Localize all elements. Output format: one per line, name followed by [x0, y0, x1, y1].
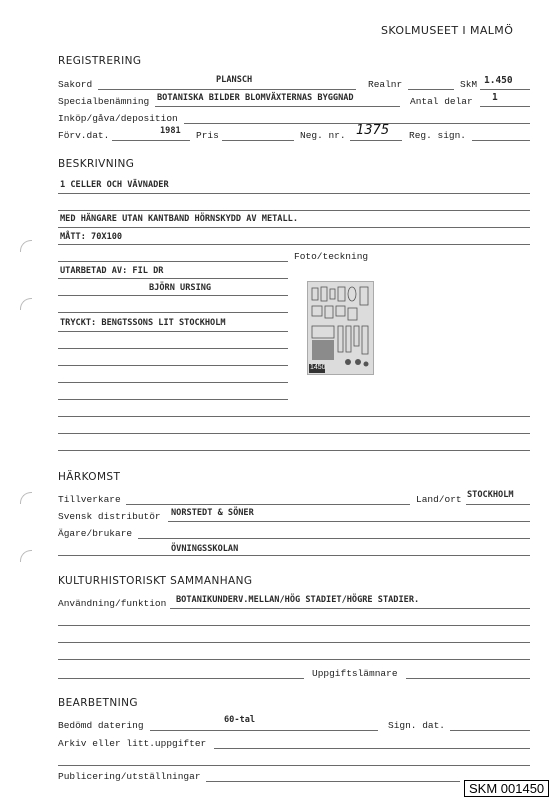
tillverkare-line: [126, 504, 410, 505]
left-rule-5: [58, 331, 288, 332]
punch-hole-1: [20, 240, 32, 252]
agare-label: Ägare/brukare: [58, 528, 133, 539]
antal-delar-label: Antal delar: [410, 96, 473, 107]
forvdat-line: [112, 140, 190, 141]
section-beskrivning: BESKRIVNING: [58, 158, 135, 170]
distributor-label: Svensk distributör: [58, 511, 161, 522]
section-kultur: KULTURHISTORISKT SAMMANHANG: [58, 575, 253, 587]
harkomst-rule: [58, 555, 530, 556]
inkop-label: Inköp/gåva/deposition: [58, 113, 178, 124]
left-rule-3: [58, 295, 288, 296]
kultur-rule-2: [58, 642, 530, 643]
tillverkare-label: Tillverkare: [58, 494, 121, 505]
beskrivning-rule-1: [58, 193, 530, 194]
beskrivning-rule-4: [58, 244, 530, 245]
pris-label: Pris: [196, 130, 219, 141]
section-registrering: REGISTRERING: [58, 55, 142, 67]
forvdat-value: 1981: [160, 126, 181, 136]
agare-value: ÖVNINGSSKOLAN: [171, 544, 239, 554]
photo-caption: 1450: [310, 364, 326, 371]
sakord-line: [98, 89, 356, 90]
archive-stamp: SKM 001450: [464, 780, 549, 797]
beskrivning-line-3: MÅTT: 70X100: [60, 232, 123, 242]
realnr-label: Realnr: [368, 79, 403, 90]
regsign-line: [472, 140, 530, 141]
landort-value: STOCKHOLM: [467, 490, 514, 500]
section-bearbetning: BEARBETNING: [58, 697, 138, 709]
left-rule-2: [58, 278, 288, 279]
negnr-label: Neg. nr.: [300, 130, 346, 141]
left-rule-1: [58, 261, 288, 262]
left-rule-6: [58, 348, 288, 349]
anvandning-line: [170, 608, 530, 609]
foto-label: Foto/teckning: [294, 251, 369, 262]
punch-hole-2: [20, 298, 32, 310]
skm-line: [480, 89, 530, 90]
full-rule-3: [58, 450, 530, 451]
punch-hole-3: [20, 492, 32, 504]
anvandning-label: Användning/funktion: [58, 598, 167, 609]
plansch-photo: [307, 281, 374, 375]
distributor-line: [168, 521, 530, 522]
section-harkomst: HÄRKOMST: [58, 471, 121, 483]
arkiv-line: [214, 748, 530, 749]
datering-line: [150, 730, 378, 731]
left-rule-4: [58, 312, 288, 313]
left-rule-7: [58, 365, 288, 366]
datering-value: 60-tal: [224, 715, 256, 725]
beskrivning-rule-3: [58, 227, 530, 228]
kultur-rule-4: [58, 678, 304, 679]
utarbetad-line: UTARBETAD AV: FIL DR: [60, 266, 164, 276]
negnr-value: 1375: [356, 123, 390, 138]
beskrivning-line-2: MED HÄNGARE UTAN KANTBAND HÖRNSKYDD AV METALL.: [60, 214, 298, 224]
tryckt-line: TRYCKT: BENGTSSONS LIT STOCKHOLM: [60, 318, 226, 328]
agare-line: [138, 538, 530, 539]
museum-title: SKOLMUSEET I MALMÖ: [381, 24, 514, 37]
uppgift-label: Uppgiftslämnare: [312, 668, 398, 679]
left-rule-9: [58, 399, 288, 400]
forvdat-label: Förv.dat.: [58, 130, 110, 141]
signdat-line: [450, 730, 530, 731]
full-rule-1: [58, 416, 530, 417]
anvandning-value: BOTANIKUNDERV.MELLAN/HÖG STADIET/HÖGRE STADIER.: [176, 595, 420, 605]
landort-line: [466, 504, 530, 505]
specialbenamning-value: BOTANISKA BILDER BLOMVÄXTERNAS BYGGNAD: [157, 93, 354, 103]
beskrivning-rule-2: [58, 210, 530, 211]
datering-label: Bedömd datering: [58, 720, 144, 731]
landort-label: Land/ort: [416, 494, 462, 505]
pris-line: [222, 140, 294, 141]
kultur-rule-3: [58, 659, 530, 660]
full-rule-2: [58, 433, 530, 434]
publicering-line: [206, 781, 460, 782]
punch-hole-4: [20, 550, 32, 562]
left-rule-8: [58, 382, 288, 383]
kultur-rule-1: [58, 625, 530, 626]
publicering-label: Publicering/utställningar: [58, 771, 201, 782]
specialbenamning-line: [155, 106, 400, 107]
antal-delar-value: 1: [492, 92, 498, 103]
negnr-line: [350, 140, 402, 141]
realnr-line: [408, 89, 454, 90]
distributor-value: NORSTEDT & SÖNER: [171, 508, 254, 518]
specialbenamning-label: Specialbenämning: [58, 96, 150, 107]
regsign-label: Reg. sign.: [409, 130, 467, 141]
bearbetning-rule: [58, 765, 530, 766]
antal-delar-line: [480, 106, 530, 107]
plansch-photo-art: [308, 282, 373, 374]
skm-label: SkM: [460, 79, 478, 90]
uppgift-line: [406, 678, 530, 679]
utarbetad-name: BJÖRN URSING: [149, 283, 212, 293]
skm-value: 1.450: [484, 75, 513, 86]
signdat-label: Sign. dat.: [388, 720, 446, 731]
sakord-value: PLANSCH: [216, 75, 253, 85]
arkiv-label: Arkiv eller litt.uppgifter: [58, 738, 207, 749]
beskrivning-line-1: 1 CELLER OCH VÄVNADER: [60, 180, 169, 190]
sakord-label: Sakord: [58, 79, 93, 90]
